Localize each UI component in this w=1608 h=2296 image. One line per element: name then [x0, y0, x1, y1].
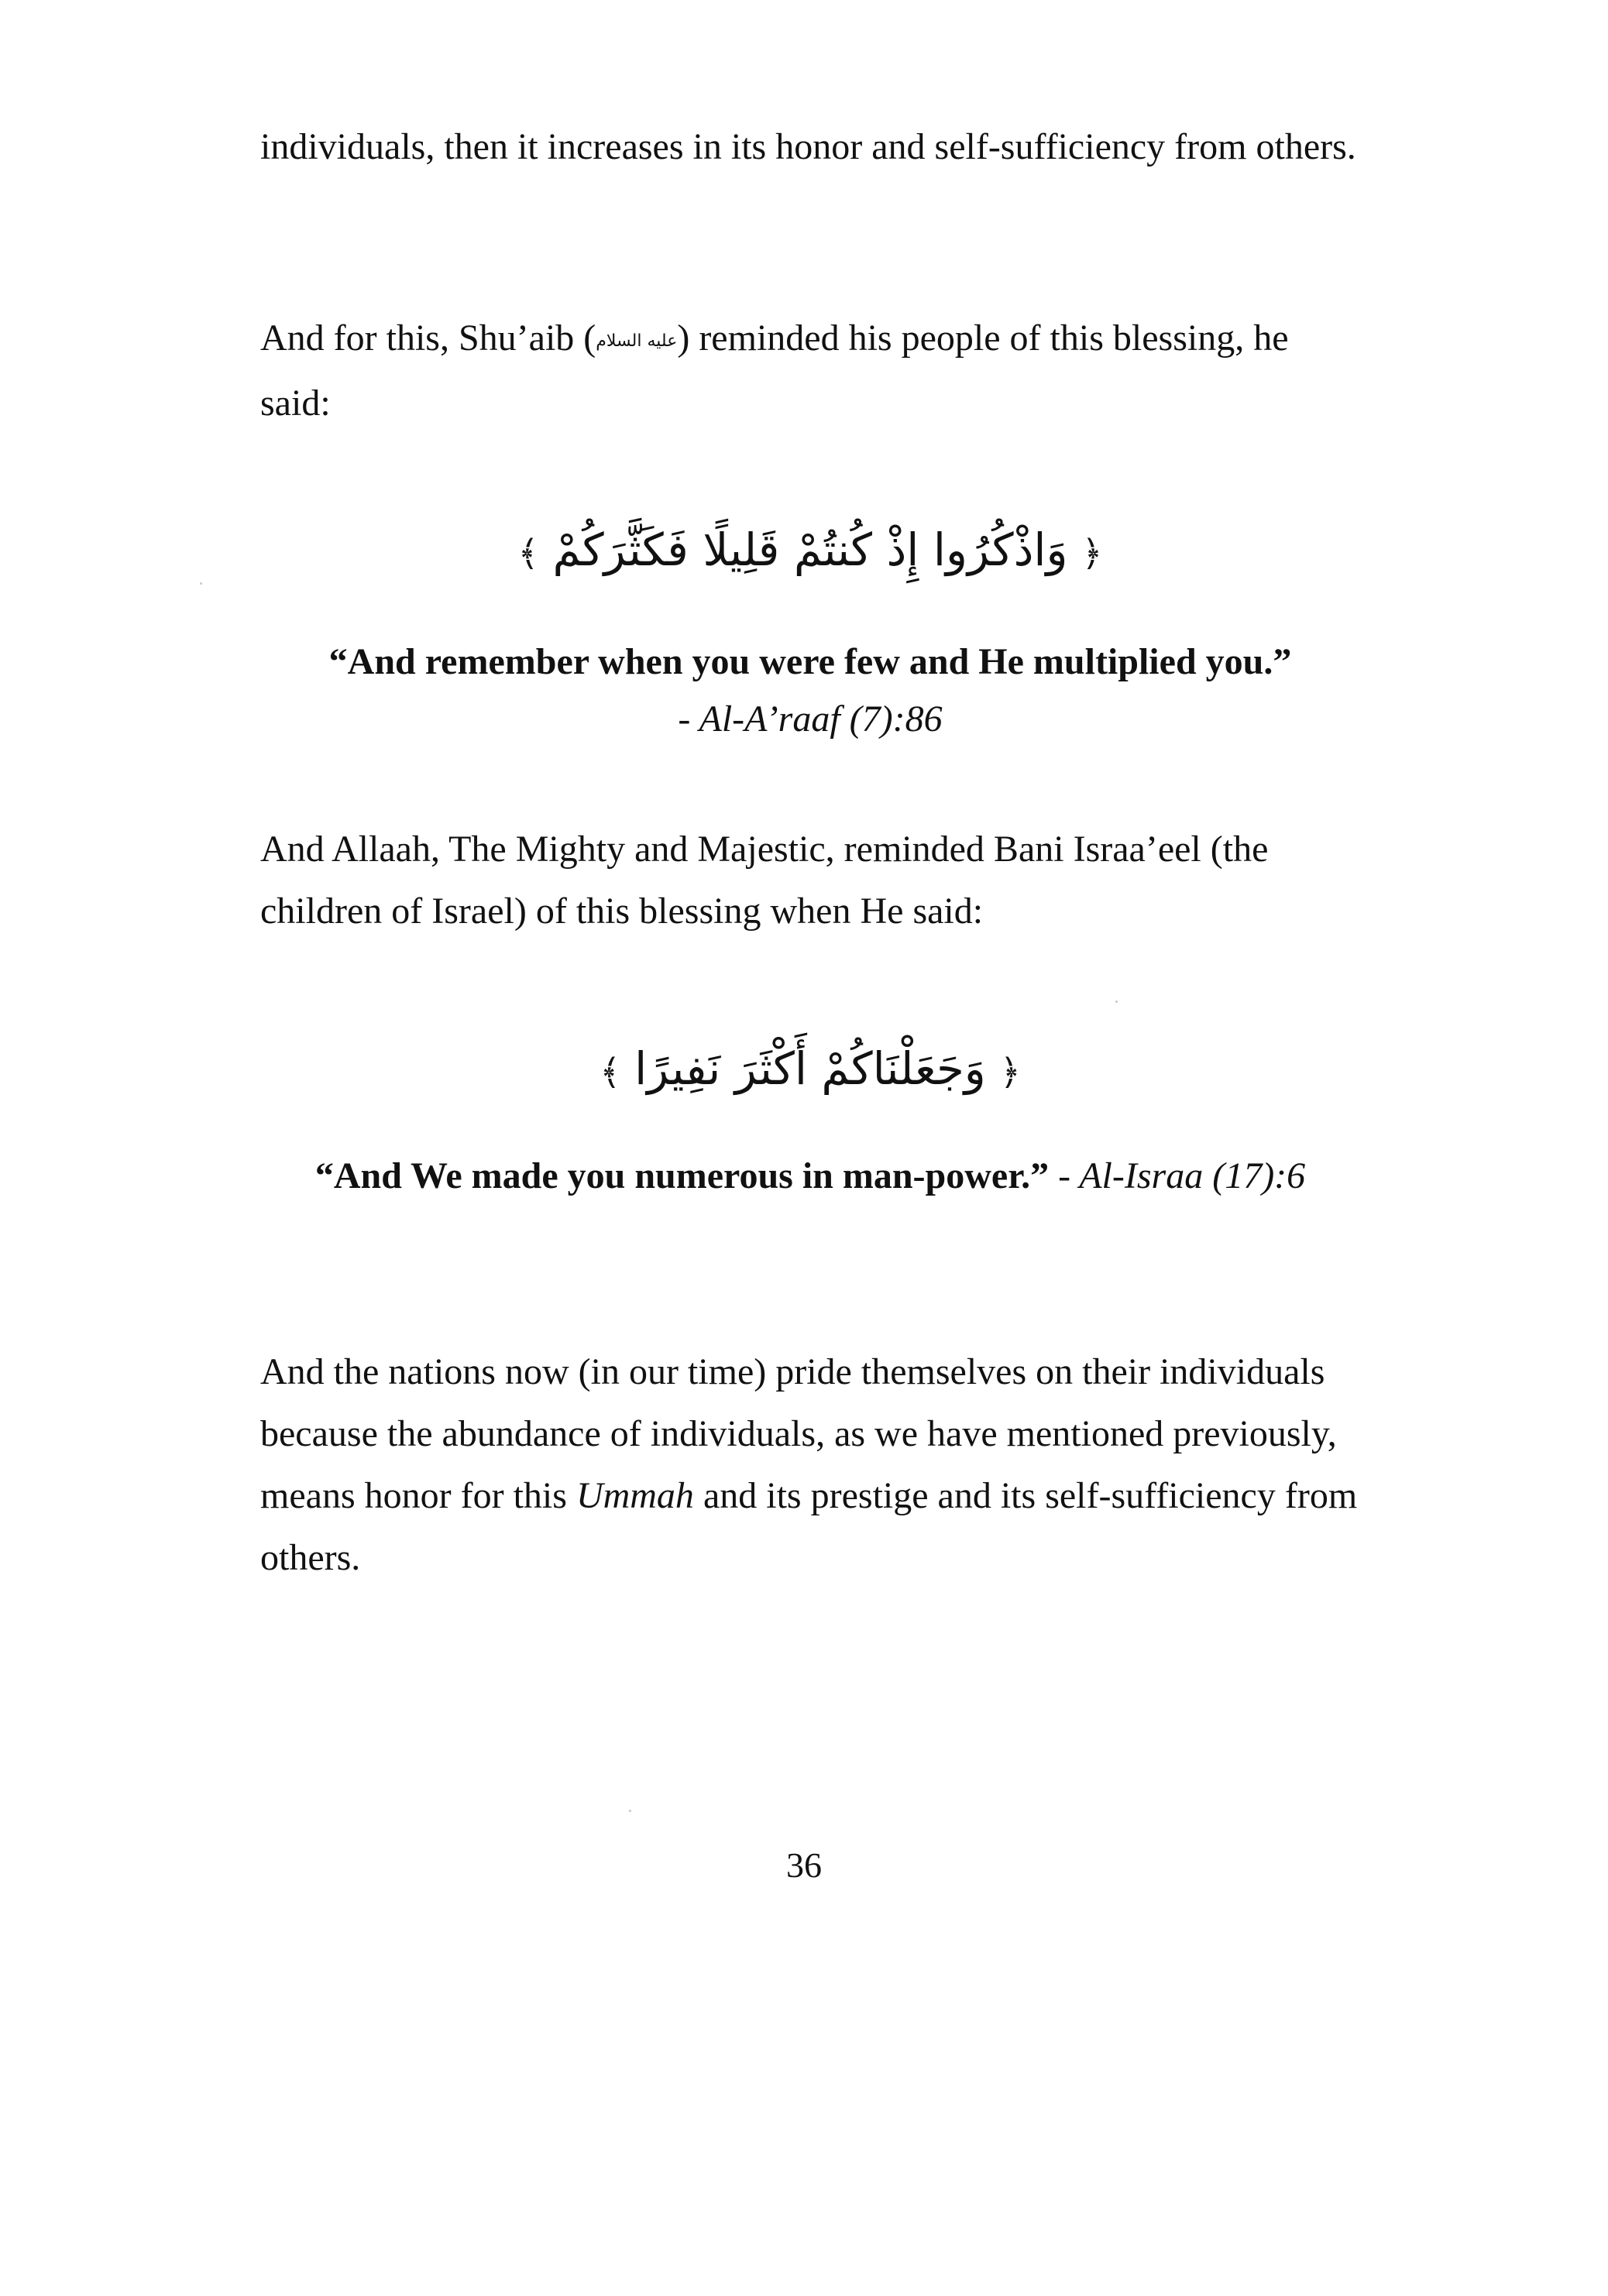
arabic-verse-text: وَجَعَلْنَاكُمْ أَكْثَرَ نَفِيرًا — [634, 1042, 986, 1095]
scan-speck — [629, 1810, 631, 1812]
ornate-bracket-open: ﴿ — [1081, 531, 1103, 574]
verse-1-translation — [260, 633, 1360, 748]
scan-speck — [1115, 1000, 1118, 1003]
verse-reference: - Al-Israa (17):6 — [1058, 1155, 1306, 1196]
arabic-verse-text: وَاذْكُرُوا إِذْ كُنتُمْ قَلِيلًا فَكَثَّرَكُمْ — [552, 523, 1068, 576]
verse-2-translation — [260, 1148, 1360, 1205]
page-number: 36 — [786, 1845, 822, 1885]
paragraph-continuation: individuals, then it increases in its honor and self-sufficiency from others. — [260, 126, 1356, 167]
paragraph-nations — [260, 1341, 1360, 1589]
paragraph-shuaib — [260, 307, 1360, 434]
translation-text: “And remember when you were few and He multiplied you.” — [328, 641, 1292, 682]
paragraph-text: And for this, Shu’aib ( — [260, 317, 596, 359]
honorific-glyph: عليه السلام — [596, 331, 678, 351]
translation-text: “And We made you numerous in man-power.” — [314, 1155, 1050, 1196]
quran-verse-2 — [260, 1030, 1360, 1107]
paragraph-text: and its prestige and its self-sufficiency from others. — [260, 1475, 1358, 1578]
scan-speck — [200, 582, 202, 585]
ornate-bracket-open: ﴿ — [999, 1050, 1021, 1093]
paragraph-text: And the nations now (in our time) pride themselves on their individuals because the abundance of individuals, as we have mentioned previously, means honor for this — [260, 1351, 1337, 1516]
paragraph-bani-israaeel: And Allaah, The Mighty and Majestic, reminded Bani Israa’eel (the children of Israel) of this blessing when He said: — [260, 829, 1269, 932]
quran-verse-1 — [260, 511, 1360, 589]
ornate-bracket-close: ﴾ — [600, 1050, 621, 1093]
italic-term: Ummah — [576, 1475, 694, 1516]
ornate-bracket-close: ﴾ — [517, 531, 539, 574]
paragraph-text: ) reminded his people of this blessing, he said: — [260, 317, 1289, 424]
verse-reference: - Al-A’raaf (7):86 — [678, 698, 943, 740]
